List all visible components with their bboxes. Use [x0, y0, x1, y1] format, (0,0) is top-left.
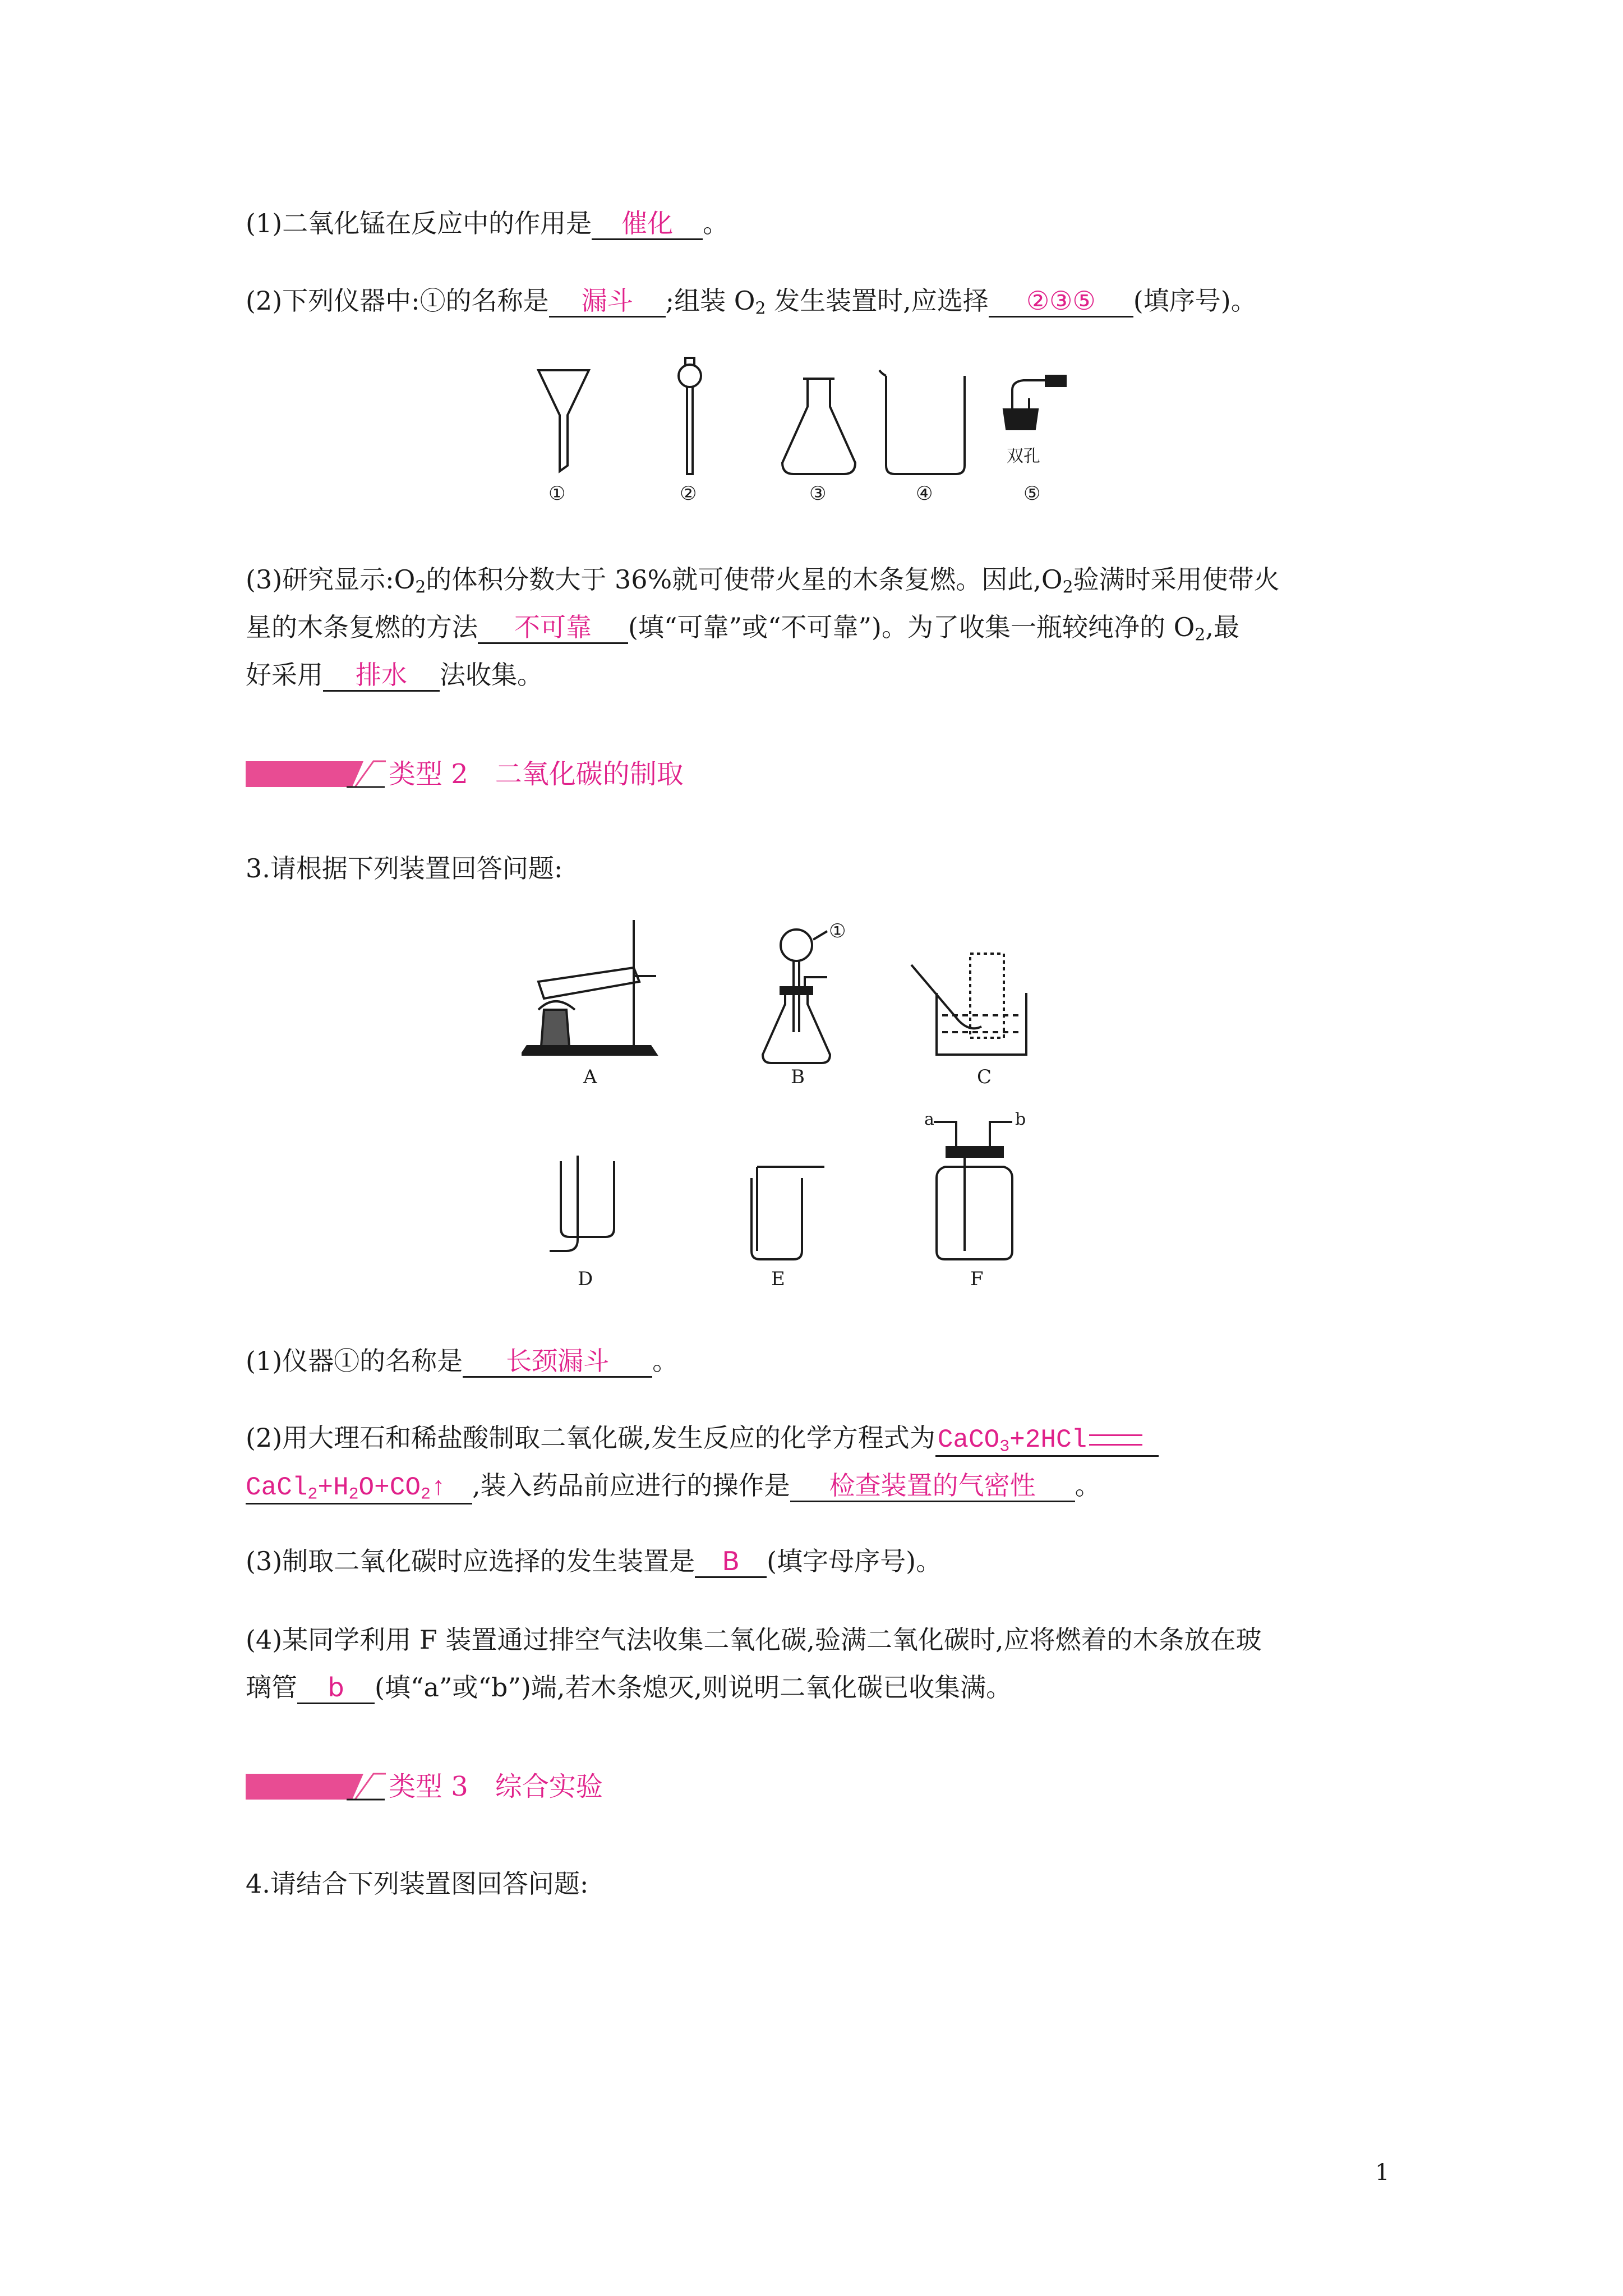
q3-part3: (3)制取二氧化碳时应选择的发生装置是 B (填字母序号)。	[246, 1529, 1390, 1594]
answer-blank: 漏斗	[549, 286, 666, 318]
q3-part1: (1)仪器①的名称是 长颈漏斗 。	[246, 1328, 1390, 1393]
section-banner-3	[246, 1767, 750, 1806]
port-a-label: a	[924, 1110, 934, 1129]
answer-blank: 长颈漏斗	[463, 1346, 652, 1378]
section-banner-2	[246, 754, 750, 794]
conical-flask-drawing	[782, 379, 855, 474]
bulb-funnel-drawing	[679, 365, 701, 387]
q4-intro: 4.请结合下列装置图回答问题:	[246, 1869, 589, 1899]
fig-label: F	[970, 1268, 984, 1290]
banner-shape	[246, 754, 386, 794]
apparatus-b	[763, 930, 830, 1063]
instrument-figure	[505, 353, 1122, 522]
fig-label: E	[771, 1268, 785, 1290]
fig-label: ③	[809, 482, 827, 505]
apparatus-drawings	[522, 914, 1116, 1307]
apparatus-figure	[522, 914, 1116, 1307]
answer-blank: B	[695, 1547, 767, 1578]
apparatus-e	[751, 1167, 824, 1259]
answer-blank: 不可靠	[478, 613, 628, 644]
beaker-drawing	[886, 376, 965, 474]
answer-blank: ②③⑤	[989, 286, 1133, 318]
q2-part3-line1: (3)研究显示$:O_2$的体积分数大于 36%就可使带火星的木条复燃。因此$,O_2$验满时采用使带火	[246, 564, 1280, 597]
answer-blank: 催化	[592, 209, 703, 240]
fig-label: ⑤	[1023, 482, 1041, 505]
banner-shape	[246, 1767, 386, 1806]
answer-blank: 检查装置的气密性	[790, 1471, 1075, 1502]
q2-part3-line2: 星的木条复燃的方法 不可靠 (填“可靠”或“不可靠”)。为了收集一瓶较纯净的 $O_2$,最	[246, 612, 1239, 645]
q3-part2-line1: (2)用大理石和稀盐酸制取二氧化碳,发生反应的化学方程式为CaCO$_3$+2HCl	[246, 1405, 1390, 1470]
fig-label: ④	[916, 482, 933, 505]
q3-intro: 3.请根据下列装置回答问题:	[246, 853, 563, 884]
fig-label: A	[583, 1066, 597, 1088]
fig-label: D	[578, 1268, 593, 1290]
funnel-drawing	[538, 370, 589, 471]
equals-sign-icon	[1089, 1434, 1142, 1446]
stopper-drawing	[1004, 409, 1038, 429]
q2-part2: (2)下列仪器中:①的名称是 漏斗 ;组装 $O_2$ 发生装置时,应选择 ②③⑤ (填序号)。	[246, 286, 1257, 319]
answer-blank: 排水	[323, 660, 440, 692]
apparatus-f	[934, 1122, 1012, 1259]
fig-label: C	[977, 1066, 992, 1088]
answer-blank: b	[297, 1673, 375, 1704]
q3-part2-line2: $CaCl_2+H_2O+CO_2↑$ ,装入药品前应进行的操作是 检查装置的气密性 。	[246, 1470, 1101, 1504]
section-title: 类型 2 二氧化碳的制取	[389, 758, 684, 790]
page-number: 1	[1375, 2160, 1390, 2185]
apparatus-c	[911, 954, 1026, 1055]
port-b-label: b	[1015, 1110, 1026, 1129]
fig-label: ②	[680, 482, 697, 505]
fig-label: B	[791, 1066, 805, 1088]
fig-label: ①	[548, 482, 566, 505]
apparatus-d	[550, 1156, 614, 1251]
equation-blank-2: $CaCl_2+H_2O+CO_2↑$	[246, 1473, 472, 1504]
q3-part4-line2: 璃管 b (填“a”或“b”)端,若木条熄灭,则说明二氧化碳已收集满。	[246, 1655, 1390, 1720]
q2-part1: (1)二氧化锰在反应中的作用是 催化 。	[246, 191, 1390, 256]
section-title: 类型 3 综合实验	[389, 1771, 603, 1802]
callout-label: ①	[829, 920, 846, 942]
q3-part4-line1: (4)某同学利用 F 装置通过排空气法收集二氧化碳,验满二氧化碳时,应将燃着的木条放在玻	[246, 1625, 1262, 1655]
q2-part3-line3: 好采用 排水 法收集。	[246, 642, 1390, 707]
equation-blank-1: CaCO$_3$+2HCl	[935, 1425, 1159, 1457]
apparatus-a	[522, 920, 656, 1055]
fig-note: 双孔	[1007, 447, 1040, 466]
